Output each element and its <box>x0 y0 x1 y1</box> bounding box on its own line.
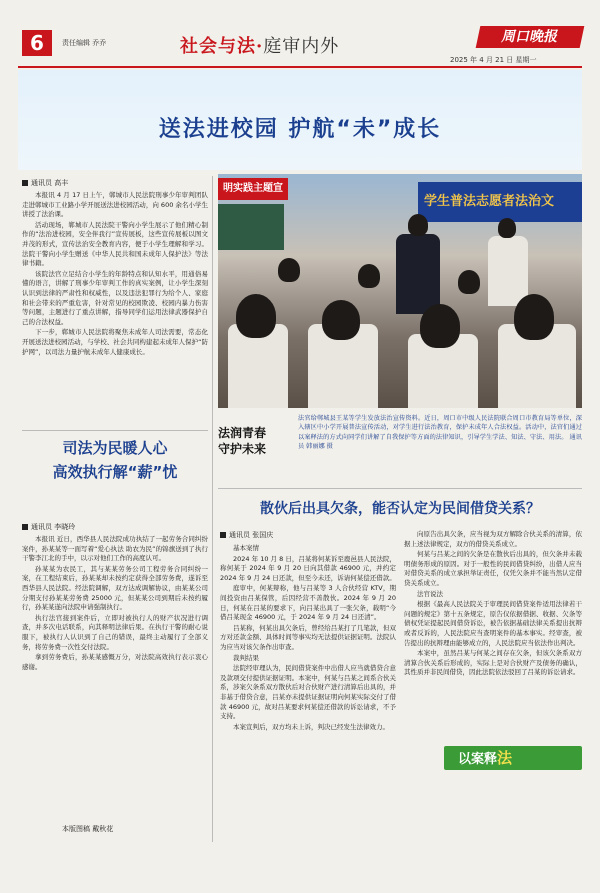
article2-paragraph: 本报讯 近日，西华县人民法院成功执结了一起劳务合同纠纷案件，孙某某等一面写着“爱心执法 助农为民”的锦旗送到了执行干警李江北的手中，以示对他们工作的高度认可。 <box>22 535 208 563</box>
byline-square-icon <box>220 532 226 538</box>
article3-paragraph: 根据《最高人民法院关于审理民间借贷案件适用法律若干问题的规定》第十五条规定，原告仅依据借据、收据、欠条等债权凭证提起民间借贷诉讼，被告依据基础法律关系提出抗辩或者反诉的，人民法院应当查明案件的基本事实。经审查，被告提出的抗辩理由能够成立的，人民法院应当依法作出判决。 <box>404 600 582 647</box>
article1-byline-text: 通讯员 高丰 <box>31 179 69 187</box>
byline-square-icon <box>22 180 28 186</box>
photo-caption-text: 法官给郸城县王某等学生发放法治宣传资料。近日，周口市中级人民法院联合周口市教育局等单位，深入辖区中小学开展普法宣传活动，对学生进行法治教育，保护未成年人合法权益。活动中，法官们通过以案释法的方式向同学们讲解了自我保护等方面的法律知识，引导学生学法、知法、守法、用法。 通讯员 韩丽娜 摄 <box>298 415 582 451</box>
article2-headline-line2: 高效执行解“薪”忧 <box>52 463 178 481</box>
article3-paragraph: 吕某称，何某出具欠条后，曾经给吕某打了几笔款，但双方对还款金额、具体时间等事实均无法提供证据证明。法院认为应当对该欠条作出审查。 <box>220 623 396 651</box>
article-divider <box>218 488 582 489</box>
article3-byline-text: 通讯员 张国庆 <box>229 531 274 539</box>
column-divider <box>212 176 213 842</box>
article3-paragraph: 何某与吕某之间的欠条是在散伙后出具的，但欠条并未载明债务形成的原因。对于一般性的民间借贷纠纷，出借人应当对借贷关系的成立承担举证责任，仅凭欠条并不能当然认定借贷关系成立。 <box>404 550 582 587</box>
photo-student-head <box>420 304 460 348</box>
photo-blackboard <box>218 204 284 250</box>
article3-paragraph: 本案宣判后，双方均未上诉，判决已经发生法律效力。 <box>233 722 389 731</box>
editor-credit: 责任编辑 乔乔 <box>62 39 107 47</box>
photo-judge <box>396 234 440 314</box>
photo-banner: 学生普法志愿者法治文 <box>418 182 582 222</box>
page-editor-footer: 本版图稿 戴秋花 <box>62 825 114 833</box>
section-title <box>180 32 339 58</box>
article3-body-right <box>404 530 582 742</box>
photo-student-head <box>358 264 380 288</box>
photo-red-sign: 明实践主题宣 <box>218 178 288 200</box>
article1-body <box>22 191 208 427</box>
article2-paragraph: 执行法官接到案件后，立即对被执行人的财产状况进行调查，并多次电话联系，向其释明法律后果。在执行干警的耐心说服下，被执行人认识到了自己的错误，最终主动履行了全部义务，将劳务费一次性交付法院。 <box>22 613 208 651</box>
newspaper-logo: 周口晚报 <box>476 26 585 48</box>
article3-byline <box>220 530 273 540</box>
photo-student-head <box>514 294 554 340</box>
article3-paragraph: 基本案情 <box>233 544 259 552</box>
article3-body-left <box>220 544 396 842</box>
article3-paragraph: 法官说法 <box>417 589 443 598</box>
column-tag-prefix: 以案释 <box>458 752 498 767</box>
headline: 送法进校园 护航“未”成长 <box>158 117 442 142</box>
article2-paragraph: 拿到劳务费后，孙某某感慨万分，对法院高效执行表示衷心感谢。 <box>22 653 208 671</box>
photo-caption-title-line1: 法润青春 <box>218 426 267 440</box>
article3-paragraph: 2024 年 10 月 8 日，吕某将何某诉至鹿邑县人民法院，称何某于 2024 年 9 月 20 日向其借款 46900 元，并约定 2024 年 9 月 24 日还款，但至今未还，诉请何某偿还借款。 <box>220 554 396 582</box>
column-tag <box>444 746 582 770</box>
article2-headline <box>22 436 208 484</box>
photo-person <box>488 236 528 306</box>
page-number: 6 <box>22 30 52 56</box>
byline-square-icon <box>22 524 28 530</box>
section-title-main: 社会与法· <box>180 36 264 57</box>
photo-student-head <box>458 270 480 294</box>
article3-paragraph: 裁判结果 <box>233 653 259 662</box>
article1-paragraph: 下一步，郸城市人民法院将聚焦未成年人司法需要，常态化开展送法进校园活动，与学校、社会共同构建起未成年人保护“防护网”，以司法力量护航未成年人健康成长。 <box>22 328 208 356</box>
article3-headline: 散伙后出具欠条，能否认定为民间借贷关系？ <box>260 501 540 517</box>
photo-student-head <box>278 258 300 282</box>
article1-paragraph: 本报讯 4 月 17 日上午，郸城市人民法院刑事少年审判团队走进郸城市工业路小学开展送法进校园活动，向 600 余名小学生讲授了法治课。 <box>22 191 208 219</box>
article2-byline-text: 通讯员 李晓玲 <box>31 523 76 531</box>
column-tag-suffix: 法 <box>497 749 513 767</box>
header-rule <box>18 66 582 68</box>
article3-paragraph: 向原告出具欠条，应当视为双方解除合伙关系的清算，依据上述法律规定，双方的借贷关系成立。 <box>404 530 582 548</box>
article2-paragraph: 孙某某为农民工，其与某某劳务公司工程劳务合同纠纷一案，在工程结束后，孙某某却未按约定获得全部劳务费，遂诉至西华县人民法院。经法院调解，双方达成调解协议，由某某公司分期支付孙某某劳务费 25000 元，但某某公司到期后未按约履行，孙某某遂向法院申请强制执行。 <box>22 564 208 612</box>
article1-paragraph: 活动现场，郸城市人民法院干警向小学生展示了他们精心制作的“法治进校园，安全伴我行”宣传展板，这些宣传展板以图文并茂的形式，宣传法治安全教育内容，便于小学生理解和学习。法院干警向小学生赠送《中华人民共和国未成年人保护法》等法律书籍。 <box>22 220 208 268</box>
section-title-sub: 庭审内外 <box>263 36 340 57</box>
news-photo <box>218 174 582 408</box>
article2-body <box>22 535 208 815</box>
photo-caption-title <box>218 425 266 457</box>
article-divider <box>22 430 208 431</box>
article1-paragraph: 该院法官立足结合小学生的年龄特点和认知水平，用通俗易懂的语言，讲解了刑事少年审判工作的真实案例，让小学生深刻认识到法律的严肃性和权威性，以及违法犯罪行为给个人、家庭和社会带来的严重危害，针对常见的校园欺凌、校园内暴力伤害等问题，主题进行了重点讲解，指导同学们运用法律武器保护自己的合法权益。 <box>22 269 208 326</box>
article3-paragraph: 法院经审理认为，民间借贷案件中出借人应当就借贷合意及款项交付提供证据证明。本案中，何某与吕某之间系合伙关系，涉案欠条系双方散伙后对合伙财产进行清算后出具的，并非基于借贷合意，吕某亦未提供证据证明向何某实际交付了借款 46900 元，故对吕某要求何某偿还借款的诉讼请求，不予支持。 <box>220 664 396 721</box>
article1-byline <box>22 178 68 188</box>
article2-headline-line1: 司法为民暖人心 <box>62 439 168 457</box>
issue-date: 2025 年 4 月 21 日 星期一 <box>450 56 537 64</box>
article2-byline <box>22 522 75 532</box>
photo-person-head <box>498 218 516 238</box>
article3-paragraph: 本案中，虽然吕某与何某之间存在欠条，但该欠条系双方清算合伙关系后形成的，实际上是对合伙财产及债务的确认，其性质并非民间借贷，因此法院依法驳回了吕某的诉讼请求。 <box>404 649 582 677</box>
photo-caption-title-line2: 守护未来 <box>218 442 267 456</box>
photo-student-head <box>322 300 360 340</box>
article3-paragraph: 庭审中，何某辩称，他与吕某等 3 人合伙经营 KTV，期间投资由吕某保管，后因经营不善散伙。2024 年 9 月 20 日，何某在吕某的要求下，向吕某出具了一张欠条，载明“今借吕某现金 46900 元，于 2024 年 9 月 24 日还清”。 <box>220 584 396 622</box>
photo-judge-head <box>408 214 428 236</box>
photo-student-head <box>236 294 276 338</box>
